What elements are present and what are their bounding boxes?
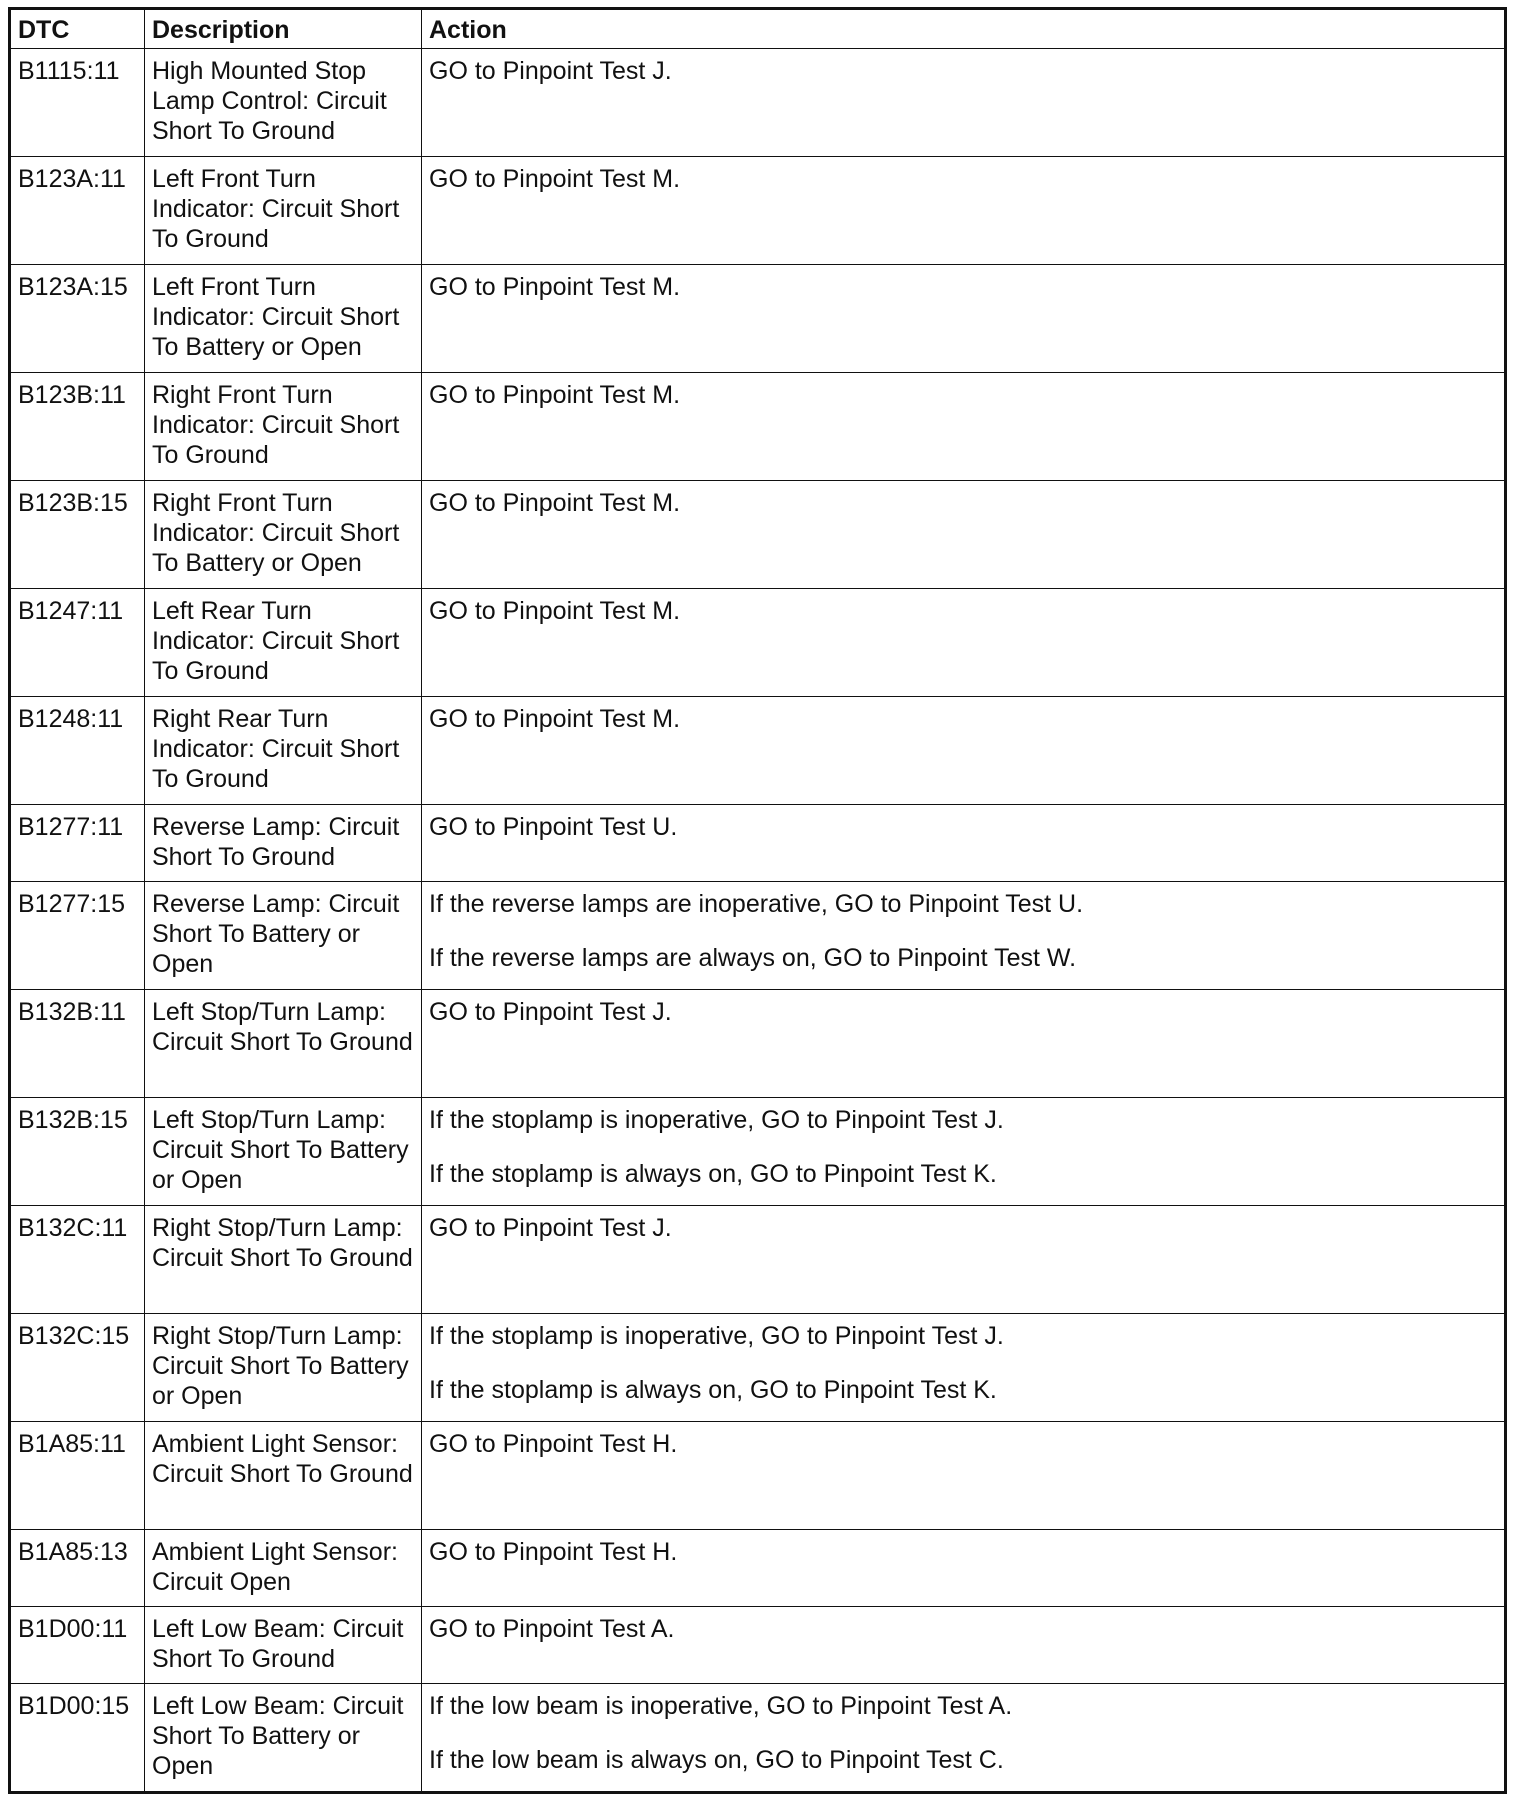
action-step: GO to Pinpoint Test M. (429, 705, 681, 733)
table-body (10, 49, 1506, 1793)
dtc-code: B132B:11 (10, 990, 145, 1098)
dtc-action (422, 990, 1506, 1098)
dtc-description: Right Stop/Turn Lamp: Circuit Short To Ground (145, 1206, 422, 1314)
action-step: GO to Pinpoint Test J. (429, 57, 672, 85)
dtc-action (422, 1422, 1506, 1530)
dtc-description: Left Stop/Turn Lamp: Circuit Short To Ground (145, 990, 422, 1098)
dtc-description: Right Stop/Turn Lamp: Circuit Short To Battery or Open (145, 1314, 422, 1422)
header-dtc: DTC (10, 9, 145, 49)
dtc-action (422, 805, 1506, 882)
action-step: GO to Pinpoint Test M. (429, 489, 681, 517)
header-action: Action (422, 9, 1506, 49)
dtc-description: Reverse Lamp: Circuit Short To Battery or Open (145, 882, 422, 990)
table-row (10, 49, 1506, 157)
header-description: Description (145, 9, 422, 49)
action-step: If the stoplamp is always on, GO to Pinpoint Test K. (429, 1376, 997, 1404)
action-step: GO to Pinpoint Test H. (429, 1538, 678, 1566)
action-step: If the reverse lamps are inoperative, GO to Pinpoint Test U. (429, 890, 1084, 918)
table-row (10, 481, 1506, 589)
action-step: GO to Pinpoint Test U. (429, 813, 678, 841)
header-row (10, 9, 1506, 49)
dtc-action (422, 373, 1506, 481)
dtc-action (422, 1206, 1506, 1314)
dtc-code: B132C:11 (10, 1206, 145, 1314)
dtc-action (422, 1098, 1506, 1206)
table-header (10, 9, 1506, 49)
action-step: If the low beam is inoperative, GO to Pinpoint Test A. (429, 1692, 1013, 1720)
dtc-action (422, 49, 1506, 157)
dtc-code: B132B:15 (10, 1098, 145, 1206)
table-row (10, 990, 1506, 1098)
table-row (10, 265, 1506, 373)
dtc-description: Right Front Turn Indicator: Circuit Short To Battery or Open (145, 481, 422, 589)
dtc-description: Left Rear Turn Indicator: Circuit Short To Ground (145, 589, 422, 697)
table-row (10, 1098, 1506, 1206)
action-step: GO to Pinpoint Test J. (429, 1214, 672, 1242)
dtc-action (422, 1314, 1506, 1422)
dtc-code: B1D00:11 (10, 1607, 145, 1684)
action-step: If the stoplamp is always on, GO to Pinpoint Test K. (429, 1160, 997, 1188)
table-row (10, 1422, 1506, 1530)
action-step: GO to Pinpoint Test M. (429, 273, 681, 301)
dtc-code: B1115:11 (10, 49, 145, 157)
dtc-action (422, 157, 1506, 265)
dtc-action (422, 589, 1506, 697)
table-row (10, 1530, 1506, 1607)
dtc-description: Reverse Lamp: Circuit Short To Ground (145, 805, 422, 882)
table-row (10, 697, 1506, 805)
action-step: GO to Pinpoint Test H. (429, 1430, 678, 1458)
table-row (10, 882, 1506, 990)
dtc-action (422, 265, 1506, 373)
table-row (10, 1607, 1506, 1684)
dtc-description: Left Low Beam: Circuit Short To Battery or Open (145, 1684, 422, 1793)
action-step: GO to Pinpoint Test M. (429, 381, 681, 409)
table-row (10, 1206, 1506, 1314)
dtc-code: B123A:15 (10, 265, 145, 373)
dtc-action (422, 1684, 1506, 1793)
dtc-code: B1D00:15 (10, 1684, 145, 1793)
table-row (10, 1684, 1506, 1793)
dtc-action (422, 481, 1506, 589)
table-row (10, 1314, 1506, 1422)
dtc-description: Left Front Turn Indicator: Circuit Short To Ground (145, 157, 422, 265)
dtc-code: B123B:15 (10, 481, 145, 589)
dtc-description: Ambient Light Sensor: Circuit Open (145, 1530, 422, 1607)
action-step: GO to Pinpoint Test J. (429, 998, 672, 1026)
action-step: GO to Pinpoint Test M. (429, 597, 681, 625)
action-step: If the reverse lamps are always on, GO to Pinpoint Test W. (429, 944, 1077, 972)
dtc-code: B132C:15 (10, 1314, 145, 1422)
table-row (10, 373, 1506, 481)
dtc-action (422, 1530, 1506, 1607)
dtc-table (8, 7, 1507, 1794)
dtc-code: B1277:15 (10, 882, 145, 990)
action-step: If the stoplamp is inoperative, GO to Pinpoint Test J. (429, 1106, 1004, 1134)
dtc-description: High Mounted Stop Lamp Control: Circuit Short To Ground (145, 49, 422, 157)
action-step: GO to Pinpoint Test M. (429, 165, 681, 193)
table-row (10, 157, 1506, 265)
dtc-code: B1248:11 (10, 697, 145, 805)
dtc-code: B1A85:11 (10, 1422, 145, 1530)
dtc-code: B1247:11 (10, 589, 145, 697)
action-step: If the stoplamp is inoperative, GO to Pinpoint Test J. (429, 1322, 1004, 1350)
dtc-description: Left Front Turn Indicator: Circuit Short To Battery or Open (145, 265, 422, 373)
dtc-code: B123B:11 (10, 373, 145, 481)
dtc-action (422, 882, 1506, 990)
action-step: GO to Pinpoint Test A. (429, 1615, 675, 1643)
dtc-code: B1277:11 (10, 805, 145, 882)
dtc-code: B1A85:13 (10, 1530, 145, 1607)
action-step: If the low beam is always on, GO to Pinpoint Test C. (429, 1746, 1004, 1774)
dtc-description: Right Front Turn Indicator: Circuit Short To Ground (145, 373, 422, 481)
dtc-action (422, 1607, 1506, 1684)
dtc-code: B123A:11 (10, 157, 145, 265)
table-row (10, 805, 1506, 882)
dtc-description: Ambient Light Sensor: Circuit Short To Ground (145, 1422, 422, 1530)
dtc-action (422, 697, 1506, 805)
table-row (10, 589, 1506, 697)
dtc-description: Right Rear Turn Indicator: Circuit Short To Ground (145, 697, 422, 805)
dtc-description: Left Low Beam: Circuit Short To Ground (145, 1607, 422, 1684)
dtc-description: Left Stop/Turn Lamp: Circuit Short To Battery or Open (145, 1098, 422, 1206)
